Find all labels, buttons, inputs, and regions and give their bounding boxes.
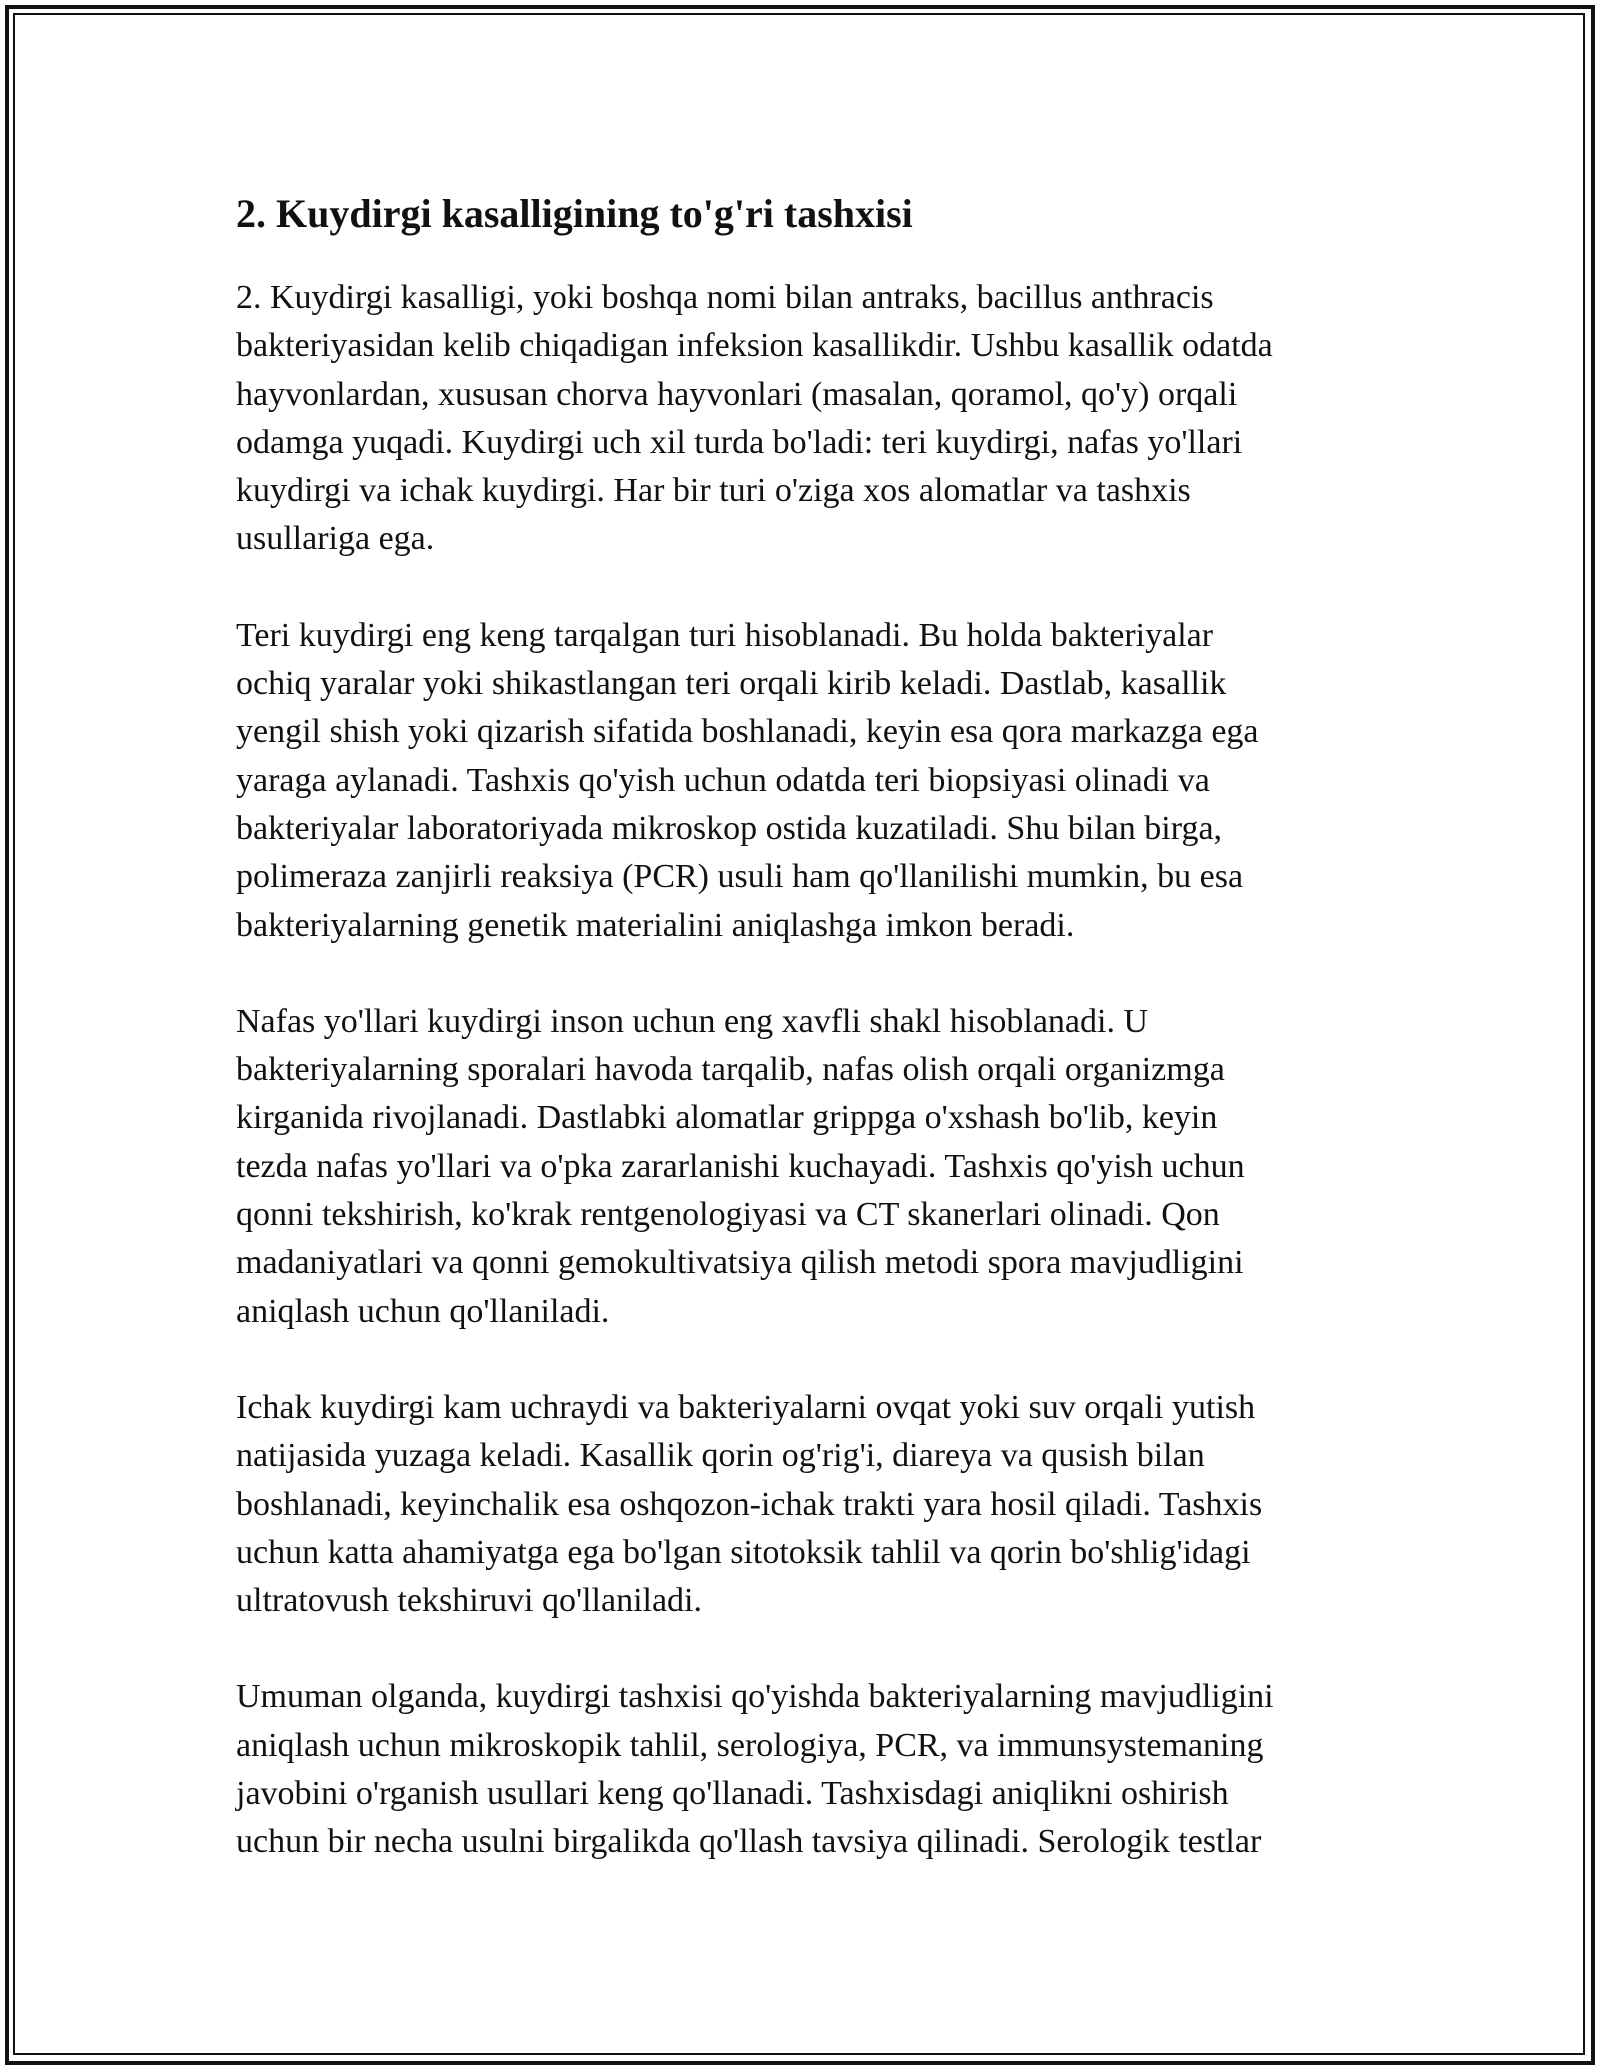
paragraph-inhalation-anthrax: Nafas yo'llari kuydirgi inson uchun eng xavfli shakl hisoblanadi. U bakteriyalarning sporalari havoda tarqalib, nafas olish orqali organizmga kirganida rivojlanadi. Dastlabki alomatlar grippga o'xshash bo'lib, keyin tezda nafas yo'llari va o'pka zararlanishi kuchayadi. Tashxis qo'yish uchun qonni tekshirish, ko'krak rentgenologiyasi va CT skanerlari olinadi. Qon madaniyatlari va qonni gemokultivatsiya qilish metodi spora mavjudligini aniqlash uchun qo'llaniladi. — [236, 1002, 1245, 1330]
paragraph-skin-anthrax: Teri kuydirgi eng keng tarqalgan turi hisoblanadi. Bu holda bakteriyalar ochiq yaralar yoki shikastlangan teri orqali kirib keladi. Dastlab, kasallik yengil shish yoki qizarish sifatida boshlanadi, keyin esa qora markazga ega yaraga aylanadi. Tashxis qo'yish uchun odatda teri biopsiyasi olinadi va bakteriyalar laboratoriyada mikroskop ostida kuzatiladi. Shu bilan birga, polimeraza zanjirli reaksiya (PCR) usuli ham qo'llanilishi mumkin, bu esa bakteriyalarning genetik materialini aniqlashga imkon beradi. — [236, 616, 1259, 944]
document-body — [236, 186, 1366, 1915]
section-heading: 2. Kuydirgi kasalligining to'g'ri tashxisi — [236, 191, 913, 236]
paragraph-intestinal-anthrax: Ichak kuydirgi kam uchraydi va bakteriyalarni ovqat yoki suv orqali yutish natijasida yuzaga keladi. Kasallik qorin og'rig'i, diareya va qusish bilan boshlanadi, keyinchalik esa oshqozon-ichak trakti yara hosil qiladi. Tashxis uchun katta ahamiyatga ega bo'lgan sitotoksik tahlil va qorin bo'shlig'idagi ultratovush tekshiruvi qo'llaniladi. — [236, 1388, 1263, 1620]
paragraph-summary: Umuman olganda, kuydirgi tashxisi qo'yishda bakteriyalarning mavjudligini aniqlash uchun mikroskopik tahlil, serologiya, PCR, va immunsystemaning javobini o'rganish usullari keng qo'llanadi. Tashxisdagi aniqlikni oshirish uchun bir necha usulni birgalikda qo'llash tavsiya qilinadi. Serologik testlar — [236, 1678, 1274, 1861]
paragraph-intro: 2. Kuydirgi kasalligi, yoki boshqa nomi bilan antraks, bacillus anthracis bakteriyasidan kelib chiqadigan infeksion kasallikdir. Ushbu kasallik odatda hayvonlardan, xususan chorva hayvonlari (masalan, qoramol, qo'y) orqali odamga yuqadi. Kuydirgi uch xil turda bo'ladi: teri kuydirgi, nafas yo'llari kuydirgi va ichak kuydirgi. Har bir turi o'ziga xos alomatlar va tashxis usullariga ega. — [236, 279, 1273, 558]
